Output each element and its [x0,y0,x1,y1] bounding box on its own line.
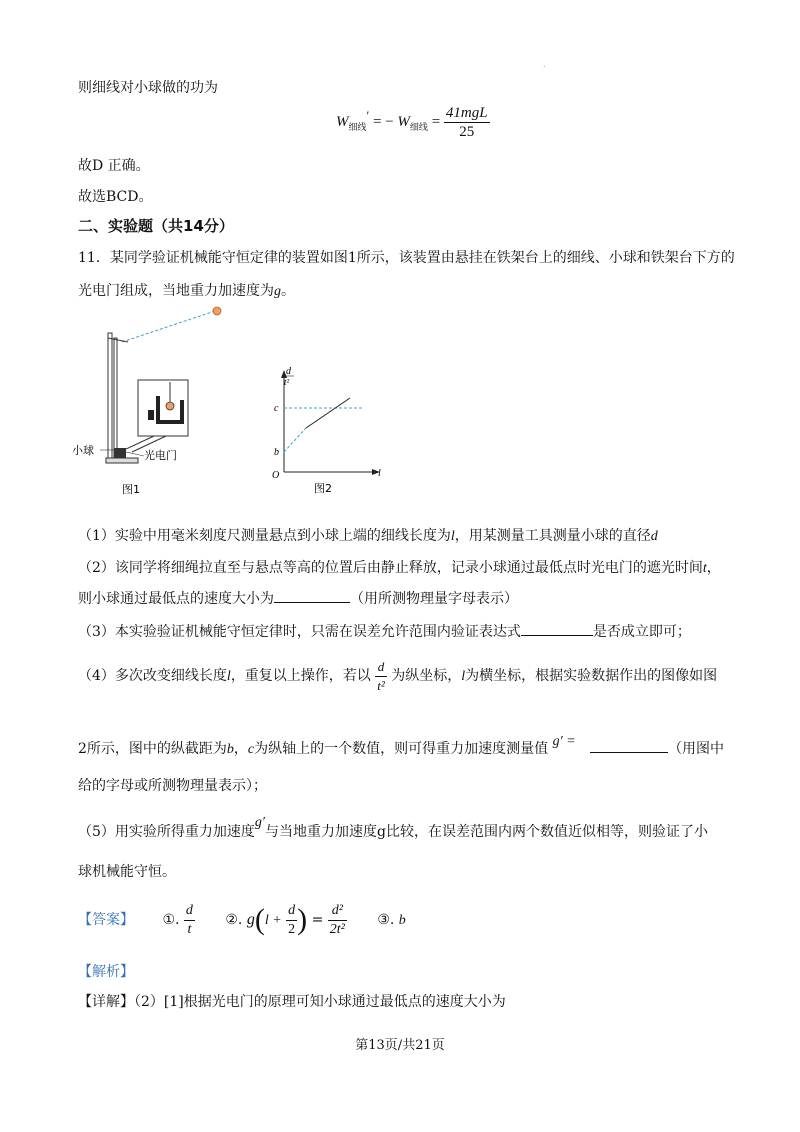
sub1-l: l [450,529,455,544]
sub-question-4-line2 [78,734,725,760]
formula-w2: W [397,113,410,130]
choose-line: 故选BCD。 [78,189,153,205]
sub4-line2-text-c: 为纵轴上的一个数值，则可得重力加速度测量值 [254,741,549,757]
answer-2-den: 2t² [329,921,345,937]
figure1-caption: 图1 [122,483,140,496]
sub4-text-d: 为横坐标，根据实验数据作出的图像如图 [465,668,718,684]
sub4-frac-num: d [375,658,387,677]
y-label-num: d [286,366,291,377]
section-heading: 二、实验题（共14分） [78,217,234,235]
answer-2-inner-frac [286,902,297,939]
sub2-t: t [702,561,707,576]
formula-frac [444,104,490,141]
stand-base [106,458,138,463]
answer-row [78,898,406,942]
formula-w1: W [336,113,349,130]
q11-g: g [274,284,281,299]
q11-line1: 11．某同学验证机械能守恒定律的装置如图1所示，该装置由悬挂在铁架台上的细线、小球和铁架台下方的 [78,250,735,266]
sub2-line2-text-a: 则小球通过最低点的速度大小为 [78,591,274,607]
analysis-label: 【解析】 [78,964,134,980]
zoom-emitter [148,410,154,420]
detail-line [78,992,506,1012]
sub4-line2-text-a: 2所示，图中的纵截距为 [78,741,227,757]
answer-2-frac [328,902,347,939]
sub4-text-c: 为纵坐标， [391,668,462,684]
figure2-caption: 图2 [314,482,332,495]
sub-question-4-line1 [78,656,717,696]
formula-prime: ′ [366,108,370,123]
zoom-pointer-1 [124,436,154,450]
sub4-b: b [226,742,234,757]
answer-2-lparen: ( [254,903,265,936]
sub4-comma: ， [233,741,248,757]
figure-2 [262,360,392,500]
q11-period: 。 [281,283,295,299]
formula-den: 25 [459,124,475,140]
sub3-text-a: （3）本实验验证机械能守恒定律时，只需在误差允许范围内验证表达式 [78,624,521,640]
y-label-den: t² [284,377,290,387]
sub-question-3 [78,621,691,642]
corner-dot: . [543,60,546,69]
answer-label: 【答案】 [78,912,134,928]
tick-b: b [274,447,279,458]
string-dashed [122,311,215,342]
figure-1 [70,300,240,500]
sub4-frac-den: t² [377,677,385,693]
answer-blank-1[interactable] [274,588,350,603]
answer-1-label: ①. [162,912,180,928]
answer-2-inner-num: d [286,902,297,921]
formula-sub1: 细线 [348,122,367,133]
work-formula [336,104,490,141]
answer-3-label: ③. [377,912,395,928]
sub2-line2-text-b: （用所测物理量字母表示） [350,591,518,607]
answer-2-num: d² [328,902,347,921]
answer-2-label: ②. [225,912,243,928]
label-ball: 小球 [72,444,94,457]
q11-line2 [78,281,295,302]
sub5-text-a: （5）用实验所得重力加速度 [78,824,255,840]
sub-question-1 [78,526,658,547]
sub-question-4-line3: 给的字母或所测物理量表示）； [78,778,267,794]
answer-blank-2[interactable] [521,621,593,636]
data-line [306,398,350,428]
sub-question-5-line1 [78,815,708,843]
sub2-text-b: ， [706,560,721,576]
answer-2-inner-den: 2 [288,921,296,937]
detail-text: （2）[1]根据光电门的原理可知小球通过最低点的速度大小为 [134,994,506,1010]
q11-line2-text: 光电门组成，当地重力加速度为 [78,283,274,299]
answer-3-value: b [398,913,406,928]
label-gate-line [126,452,144,456]
stand-pole-inner [114,338,117,463]
sub4-text-a: （4）多次改变细线长度 [78,668,227,684]
answer-2-g: g [246,911,255,928]
origin-label: O [272,470,280,481]
sub-question-5-line2: 球机械能守恒。 [78,864,176,880]
sub4-fraction [375,658,387,695]
sub1-d: d [650,529,658,544]
sub-question-2-line2 [78,588,518,609]
sub4-text-b: ，重复以上操作，若以 [230,668,371,684]
answer-2-rparen: ) [297,903,308,936]
answer-1-frac [184,902,195,939]
answer-1-num: d [184,902,195,921]
formula-eq2: = [431,113,441,130]
answer-blank-3[interactable] [590,738,668,753]
sub1-text-b: ，用某测量工具测量小球的直径 [454,528,651,544]
ball-icon [213,307,221,315]
sub4-l2: l [461,669,466,684]
label-gate: 光电门 [144,449,177,462]
stand-pole [108,333,112,463]
answer-2-eq: = [311,912,324,928]
sub-question-2-line1 [78,558,721,579]
sub4-g-prime: g′ = [552,734,576,749]
conclusion-d: 故D 正确。 [78,158,150,174]
detail-label: 【详解】 [78,994,134,1010]
zoom-ball-icon [166,402,174,410]
formula-sub2: 细线 [409,122,428,133]
formula-num: 41mgL [445,105,488,121]
sub4-line2-text-d: （用图中 [668,741,725,757]
sub4-c: c [247,742,255,757]
sub3-text-b: 是否成立即可； [592,624,691,640]
line-extension-dashed [284,428,306,452]
x-label: l [378,468,381,479]
sub2-text-a: （2）该同学将细绳拉直至与悬点等高的位置后由静止释放，记录小球通过最低点时光电门的遮光时间 [78,560,703,576]
formula-eq1: = − [373,113,394,130]
sub5-text-b: 与当地重力加速度g比较，在误差范围内两个数值近似相等，则验证了小 [264,824,708,840]
sub4-l: l [226,669,231,684]
page-footer: 第13页/共21页 [355,1038,445,1053]
sub5-g-prime: g′ [254,815,265,830]
answer-2-l: l + [264,913,282,928]
sub1-text-a: （1）实验中用毫米刻度尺测量悬点到小球上端的细线长度为 [78,528,451,544]
tick-c: c [274,403,279,414]
intro-line: 则细线对小球做的功为 [78,80,218,96]
answer-1-den: t [187,921,192,937]
